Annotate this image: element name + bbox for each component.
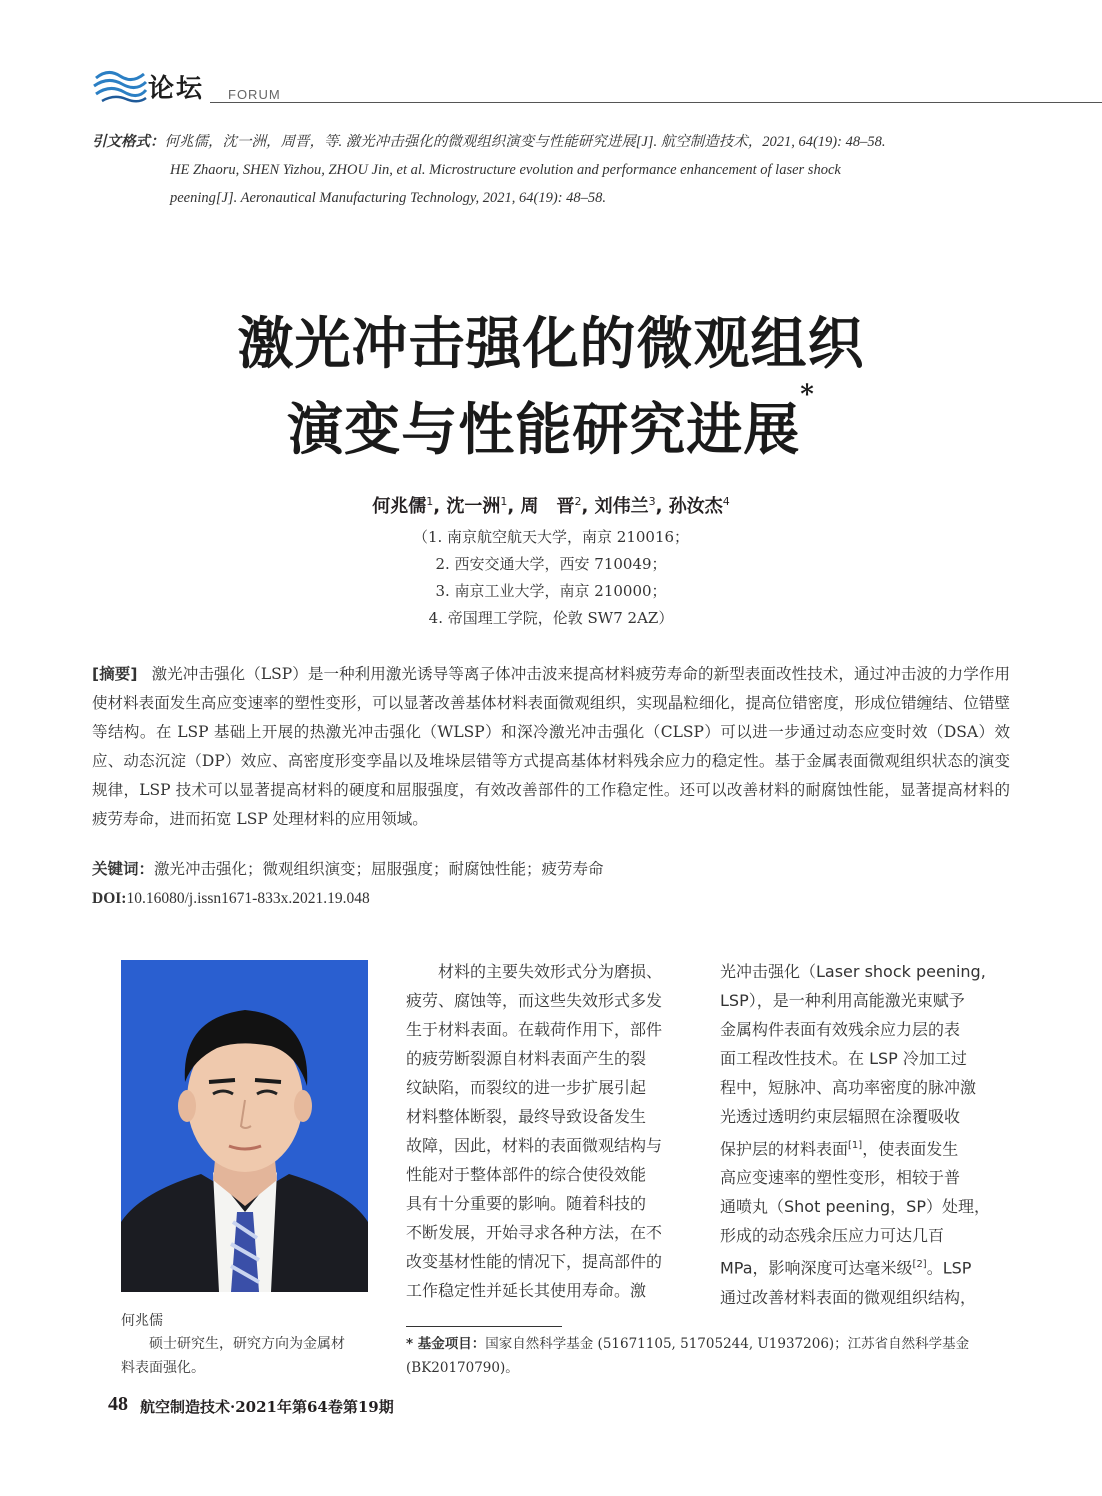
abstract-text: 激光冲击强化（LSP）是一种利用激光诱导等离子体冲击波来提高材料疲劳寿命的新型表面改性技术，通过冲击波的力学作用使材料表面发生高应变速率的塑性变形，可以显著改善基体材料表面微观组织，实现晶粒细化，提高位错密度，形成位错缠结、位错壁等结构。在 LSP 基础上开展的热激光冲击强化（WLSP）和深冷激光冲击强化（CLSP）可以进一步通过动态应变时效（DSA）效应、动态沉淀（DP）效应、高密度形变孪晶以及堆垛层错等方式提高基体材料残余应力的稳定性。基于金属表面微观组织状态的演变规律，LSP 技术可以显著提高材料的硬度和屈服强度，有效改善部件的工作稳定性。还可以改善材料的耐腐蚀性能，显著提高材料的疲劳寿命，进而拓宽 LSP 处理材料的应用领域。 [92, 665, 1010, 828]
author-affil-mark: 2 [574, 495, 582, 508]
body-text: 保护层的材料表面 [720, 1139, 849, 1159]
doi-value: 10.16080/j.issn1671-833x.2021.19.048 [126, 890, 370, 907]
body-line: 改变基材性能的情况下，提高部件的 [406, 1252, 663, 1271]
citation-label: 引文格式： [92, 134, 165, 150]
body-text: ，使表面发生 [862, 1139, 959, 1159]
section-title-en: FORUM [228, 87, 281, 102]
title-footnote-mark: * [800, 380, 815, 410]
author-bio-name: 何兆儒 [121, 1313, 163, 1329]
doi [92, 884, 370, 913]
body-column-1 [406, 957, 696, 1305]
footnote-text: 国家自然科学基金 (51671105, 51705244, U1937206)；江苏省自然科学基金 (BK20170790)。 [406, 1336, 970, 1376]
author-name: 周 晋 [520, 496, 575, 517]
affiliation-3: 3. 南京工业大学，南京 210000； [435, 582, 667, 600]
reference-mark[interactable]: [2] [912, 1259, 927, 1271]
paper-title-line2-text: 演变与性能研究进展 [287, 397, 801, 463]
funding-footnote [406, 1332, 1010, 1380]
citation-en-line2: peening[J]. Aeronautical Manufacturing Technology, 2021, 64(19): 48–58. [170, 190, 607, 206]
journal-footer: 航空制造技术·2021年第64卷第19期 [140, 1398, 394, 1416]
author-photo [121, 960, 368, 1292]
reference-mark[interactable]: [1] [848, 1140, 863, 1151]
paper-title-line2 [0, 380, 1102, 466]
abstract [92, 660, 1010, 834]
keywords-text: 激光冲击强化；微观组织演变；屈服强度；耐腐蚀性能；疲劳寿命 [154, 860, 604, 878]
abstract-label: [摘要] [92, 665, 138, 683]
author-bio-line2: 料表面强化。 [121, 1360, 205, 1376]
body-line: 形成的动态残余压应力可达几百 [720, 1226, 945, 1246]
body-line: 纹缺陷，而裂纹的进一步扩展引起 [406, 1078, 647, 1097]
body-line: 工作稳定性并延长其使用寿命。激 [406, 1281, 647, 1300]
body-line: 材料的主要失效形式分为磨损、 [406, 962, 663, 981]
author-portrait-image [121, 960, 368, 1292]
body-line-with-ref [720, 1250, 1010, 1282]
body-line: 疲劳、腐蚀等，而这些失效形式多发 [406, 991, 663, 1010]
body-line: 不断发展，开始寻求各种方法，在不 [406, 1223, 663, 1242]
body-line-with-ref [720, 1131, 1010, 1163]
body-text: MPa，影响深度可达毫米级 [720, 1258, 913, 1278]
section-title: 论坛 [148, 74, 205, 104]
author-name: 何兆儒 [372, 496, 427, 517]
body-line: 具有十分重要的影响。随着科技的 [406, 1194, 647, 1213]
author-list: 何兆儒$^1$, 沈一洲$^1$, 周 晋$^2$, 刘伟兰$^3$, 孙汝杰$^4$ [372, 495, 730, 517]
body-column-2 [720, 957, 1010, 1312]
author-affil-mark: 1 [500, 495, 508, 508]
body-line: 材料整体断裂，最终导致设备发生 [406, 1107, 647, 1126]
body-line: 金属构件表面有效残余应力层的表 [720, 1020, 961, 1039]
body-line: 故障，因此，材料的表面微观结构与 [406, 1136, 663, 1155]
paper-title-line1: 激光冲击强化的微观组织 [237, 311, 865, 377]
body-line: 面工程改性技术。在 LSP 冷加工过 [720, 1049, 967, 1068]
citation-en-line1: HE Zhaoru, SHEN Yizhou, ZHOU Jin, et al. Microstructure evolution and performance enhancement of laser shock [170, 162, 841, 178]
footnote-divider [406, 1326, 562, 1327]
citation-block [92, 128, 1022, 212]
author-name: 孙汝杰 [668, 496, 723, 517]
body-text: 。LSP [926, 1258, 972, 1278]
doi-label: DOI: [92, 890, 127, 907]
body-line: 高应变速率的塑性变形，相较于普 [720, 1168, 961, 1188]
author-affil-mark: 4 [722, 495, 730, 508]
affiliation-4: 4. 帝国理工学院，伦敦 SW7 2AZ） [428, 609, 674, 627]
author-bio [121, 1332, 371, 1380]
keywords-label: 关键词： [92, 860, 155, 878]
body-line: 通喷丸（Shot peening，SP）处理， [720, 1197, 990, 1217]
footnote-label: * 基金项目： [406, 1336, 486, 1352]
citation-cn: 何兆儒，沈一洲，周晋，等. 激光冲击强化的微观组织演变与性能研究进展[J]. 航空制造技术，2021, 64(19): 48–58. [164, 134, 886, 150]
author-bio-line1: 硕士研究生，研究方向为金属材 [149, 1336, 345, 1352]
body-line: 光冲击强化（Laser shock peening, [720, 962, 986, 981]
affiliation-1: （1. 南京航空航天大学，南京 210016； [412, 528, 690, 546]
header-divider [210, 102, 1102, 103]
keywords [92, 855, 1010, 884]
body-line: 性能对于整体部件的综合使役效能 [406, 1165, 647, 1184]
body-line: LSP），是一种利用高能激光束赋予 [720, 991, 965, 1010]
body-line: 的疲劳断裂源自材料表面产生的裂 [406, 1049, 647, 1068]
page-number: 48 [108, 1393, 128, 1415]
affiliation-2: 2. 西安交通大学，西安 710049； [435, 555, 667, 573]
author-name: 刘伟兰 [594, 496, 649, 517]
body-line: 通过改善材料表面的微观组织结构， [720, 1287, 977, 1307]
body-line: 生于材料表面。在载荷作用下，部件 [406, 1020, 663, 1039]
forum-logo-icon [92, 64, 148, 104]
body-line: 程中，短脉冲、高功率密度的脉冲激 [720, 1078, 977, 1097]
author-name: 沈一洲 [446, 496, 501, 517]
author-affil-mark: 1 [426, 495, 434, 508]
body-line: 光透过透明约束层辐照在涂覆吸收 [720, 1107, 961, 1126]
author-affil-mark: 3 [648, 495, 656, 508]
